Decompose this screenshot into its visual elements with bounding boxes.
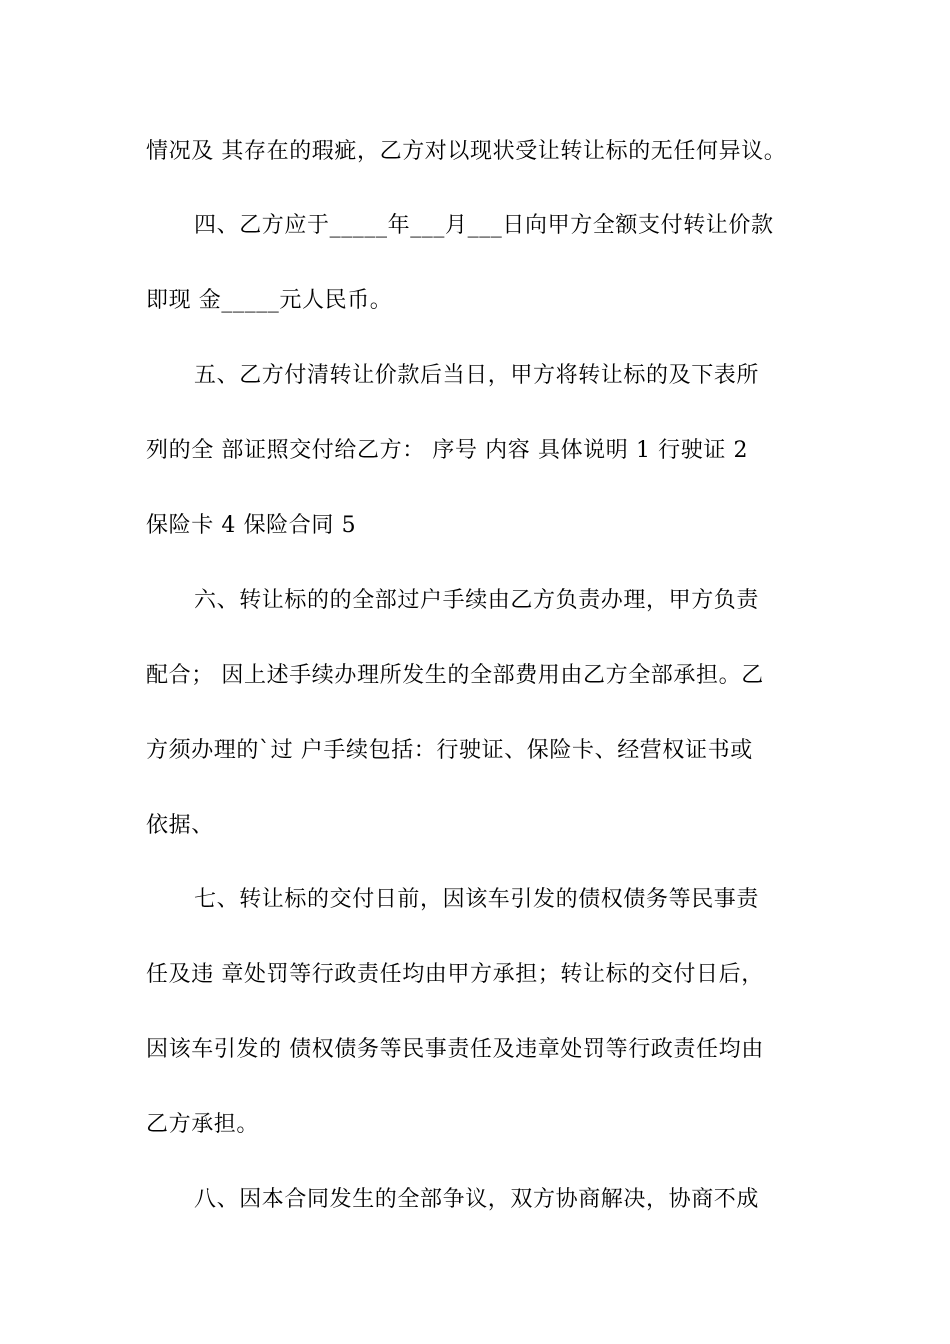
clause-6-line-4: 依据、 xyxy=(146,813,214,838)
clause-5-line-2: 列的全 部证照交付给乙方： 序号 内容 具体说明 1 行驶证 2 xyxy=(146,438,749,463)
text-line-1: 情况及 其存在的瑕疵，乙方对以现状受让转让标的无任何异议。 xyxy=(146,139,787,164)
clause-4-line-2: 即现 金_____元人民币。 xyxy=(146,288,393,313)
clause-4-line-1: 四、乙方应于_____年___月___日向甲方全额支付转让价款 xyxy=(194,213,774,238)
clause-5-line-1: 五、乙方付清转让价款后当日，甲方将转让标的及下表所 xyxy=(194,363,760,388)
clause-7-line-1: 七、转让标的交付日前，因该车引发的债权债务等民事责 xyxy=(194,887,760,912)
clause-7-line-4: 乙方承担。 xyxy=(146,1112,260,1137)
clause-5-line-3: 保险卡 4 保险合同 5 xyxy=(146,513,357,538)
clause-6-line-3: 方须办理的`过 户手续包括：行驶证、保险卡、经营权证书或 xyxy=(146,738,753,763)
clause-6-line-2: 配合； 因上述手续办理所发生的全部费用由乙方全部承担。乙 xyxy=(146,663,764,688)
clause-6-line-1: 六、转让标的的全部过户手续由乙方负责办理，甲方负责 xyxy=(194,588,760,613)
clause-7-line-3: 因该车引发的 债权债务等民事责任及违章处罚等行政责任均由 xyxy=(146,1037,764,1062)
clause-7-line-2: 任及违 章处罚等行政责任均由甲方承担；转让标的交付日后， xyxy=(146,962,764,987)
clause-8-line-1: 八、因本合同发生的全部争议，双方协商解决，协商不成 xyxy=(194,1187,760,1212)
